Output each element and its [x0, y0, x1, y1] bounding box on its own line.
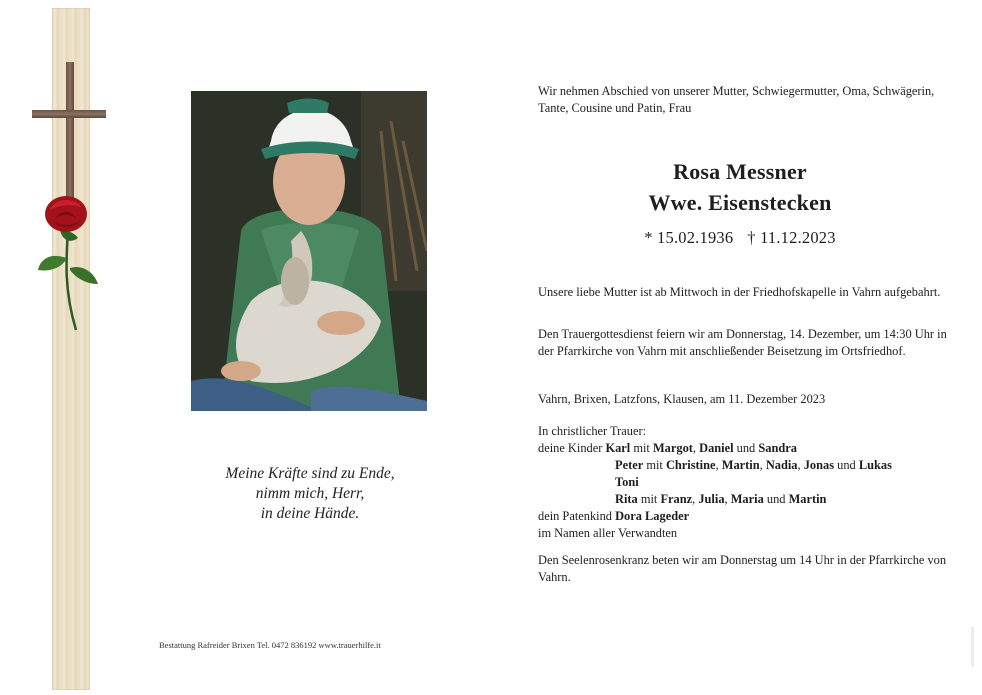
separator: , [692, 441, 697, 455]
godchild-line [538, 508, 958, 525]
portrait-photo-drawing [191, 91, 427, 411]
quote-line: in deine Hände. [260, 505, 360, 522]
separator: , [692, 492, 696, 506]
deceased-maiden-name: Wwe. Eisenstecken [648, 190, 832, 215]
mourner-name: Sandra [758, 441, 797, 455]
mourners-line [538, 457, 958, 474]
mourner-name: Nadia [765, 458, 798, 472]
mourner-name: Martin [721, 458, 760, 472]
connector-word: mit [640, 492, 658, 506]
funeral-home-footer: Bestattung Rafreider Brixen Tel. 0472 836192 www.trauerhilfe.it [159, 640, 381, 650]
mourner-name: Franz [660, 492, 693, 506]
mourner-name: Margot [652, 441, 693, 455]
mourner-name: Karl [605, 441, 631, 455]
quote-line: Meine Kräfte sind zu Ende, [225, 465, 395, 482]
funeral-service-notice: Den Trauergottesdienst feiern wir am Donnerstag, 14. Dezember, um 14:30 Uhr in der Pfarrkirche von Vahrn mit anschließender Beisetzung im Ortsfriedhof. [538, 327, 947, 358]
separator: , [715, 458, 719, 472]
connector-word: mit [646, 458, 663, 472]
portrait-photo [191, 91, 427, 411]
intro-text: Wir nehmen Abschied von unserer Mutter, Schwiegermutter, Oma, Schwägerin, Tante, Cousine und Patin, Frau [538, 84, 935, 115]
mourner-name: Christine [665, 458, 716, 472]
laid-out-notice: Unsere liebe Mutter ist ab Mittwoch in der Friedhofskapelle in Vahrn aufgebahrt. [538, 285, 941, 299]
scan-artifact [971, 627, 974, 667]
mourners-heading: In christlicher Trauer: [538, 424, 647, 438]
mourner-name: Rita [615, 492, 638, 506]
rosary-notice: Den Seelenrosenkranz beten wir am Donnerstag um 14 Uhr in der Pfarrkirche von Vahrn. [538, 553, 947, 584]
godchild-name: Dora Lageder [615, 509, 690, 523]
mourner-name: Daniel [699, 441, 734, 455]
mourner-name: Julia [698, 492, 725, 506]
deceased-name-block [560, 156, 920, 248]
mourners-line [538, 440, 958, 457]
connector-word: und [736, 441, 756, 455]
birth-date: * 15.02.1936 [644, 228, 734, 247]
quote-line: nimm mich, Herr, [255, 485, 365, 502]
godchild-prefix: dein Patenkind [538, 509, 612, 523]
memorial-quote [200, 464, 420, 524]
cross-icon-bar [32, 110, 106, 118]
relatives-line: im Namen aller Verwandten [538, 526, 678, 540]
rose-icon [30, 190, 110, 340]
place-and-date: Vahrn, Brixen, Latzfons, Klausen, am 11. Dezember 2023 [538, 392, 826, 406]
mourner-name: Maria [730, 492, 764, 506]
mourner-name: Martin [788, 492, 827, 506]
deceased-name: Rosa Messner [673, 159, 807, 184]
mourner-name: Toni [615, 475, 639, 489]
mourners-line [538, 474, 958, 491]
separator: , [797, 458, 801, 472]
connector-word: und [837, 458, 856, 472]
mourners-line [538, 491, 958, 508]
mourners-list [538, 423, 958, 542]
separator: , [759, 458, 763, 472]
life-dates [560, 228, 920, 248]
mourner-name: Jonas [803, 458, 835, 472]
mourner-name: Lukas [858, 458, 892, 472]
mourner-name: Peter [615, 458, 644, 472]
separator: , [724, 492, 728, 506]
children-prefix: deine Kinder [538, 441, 603, 455]
connector-word: mit [633, 441, 650, 455]
connector-word: und [766, 492, 786, 506]
death-date: † 11.12.2023 [747, 228, 836, 247]
